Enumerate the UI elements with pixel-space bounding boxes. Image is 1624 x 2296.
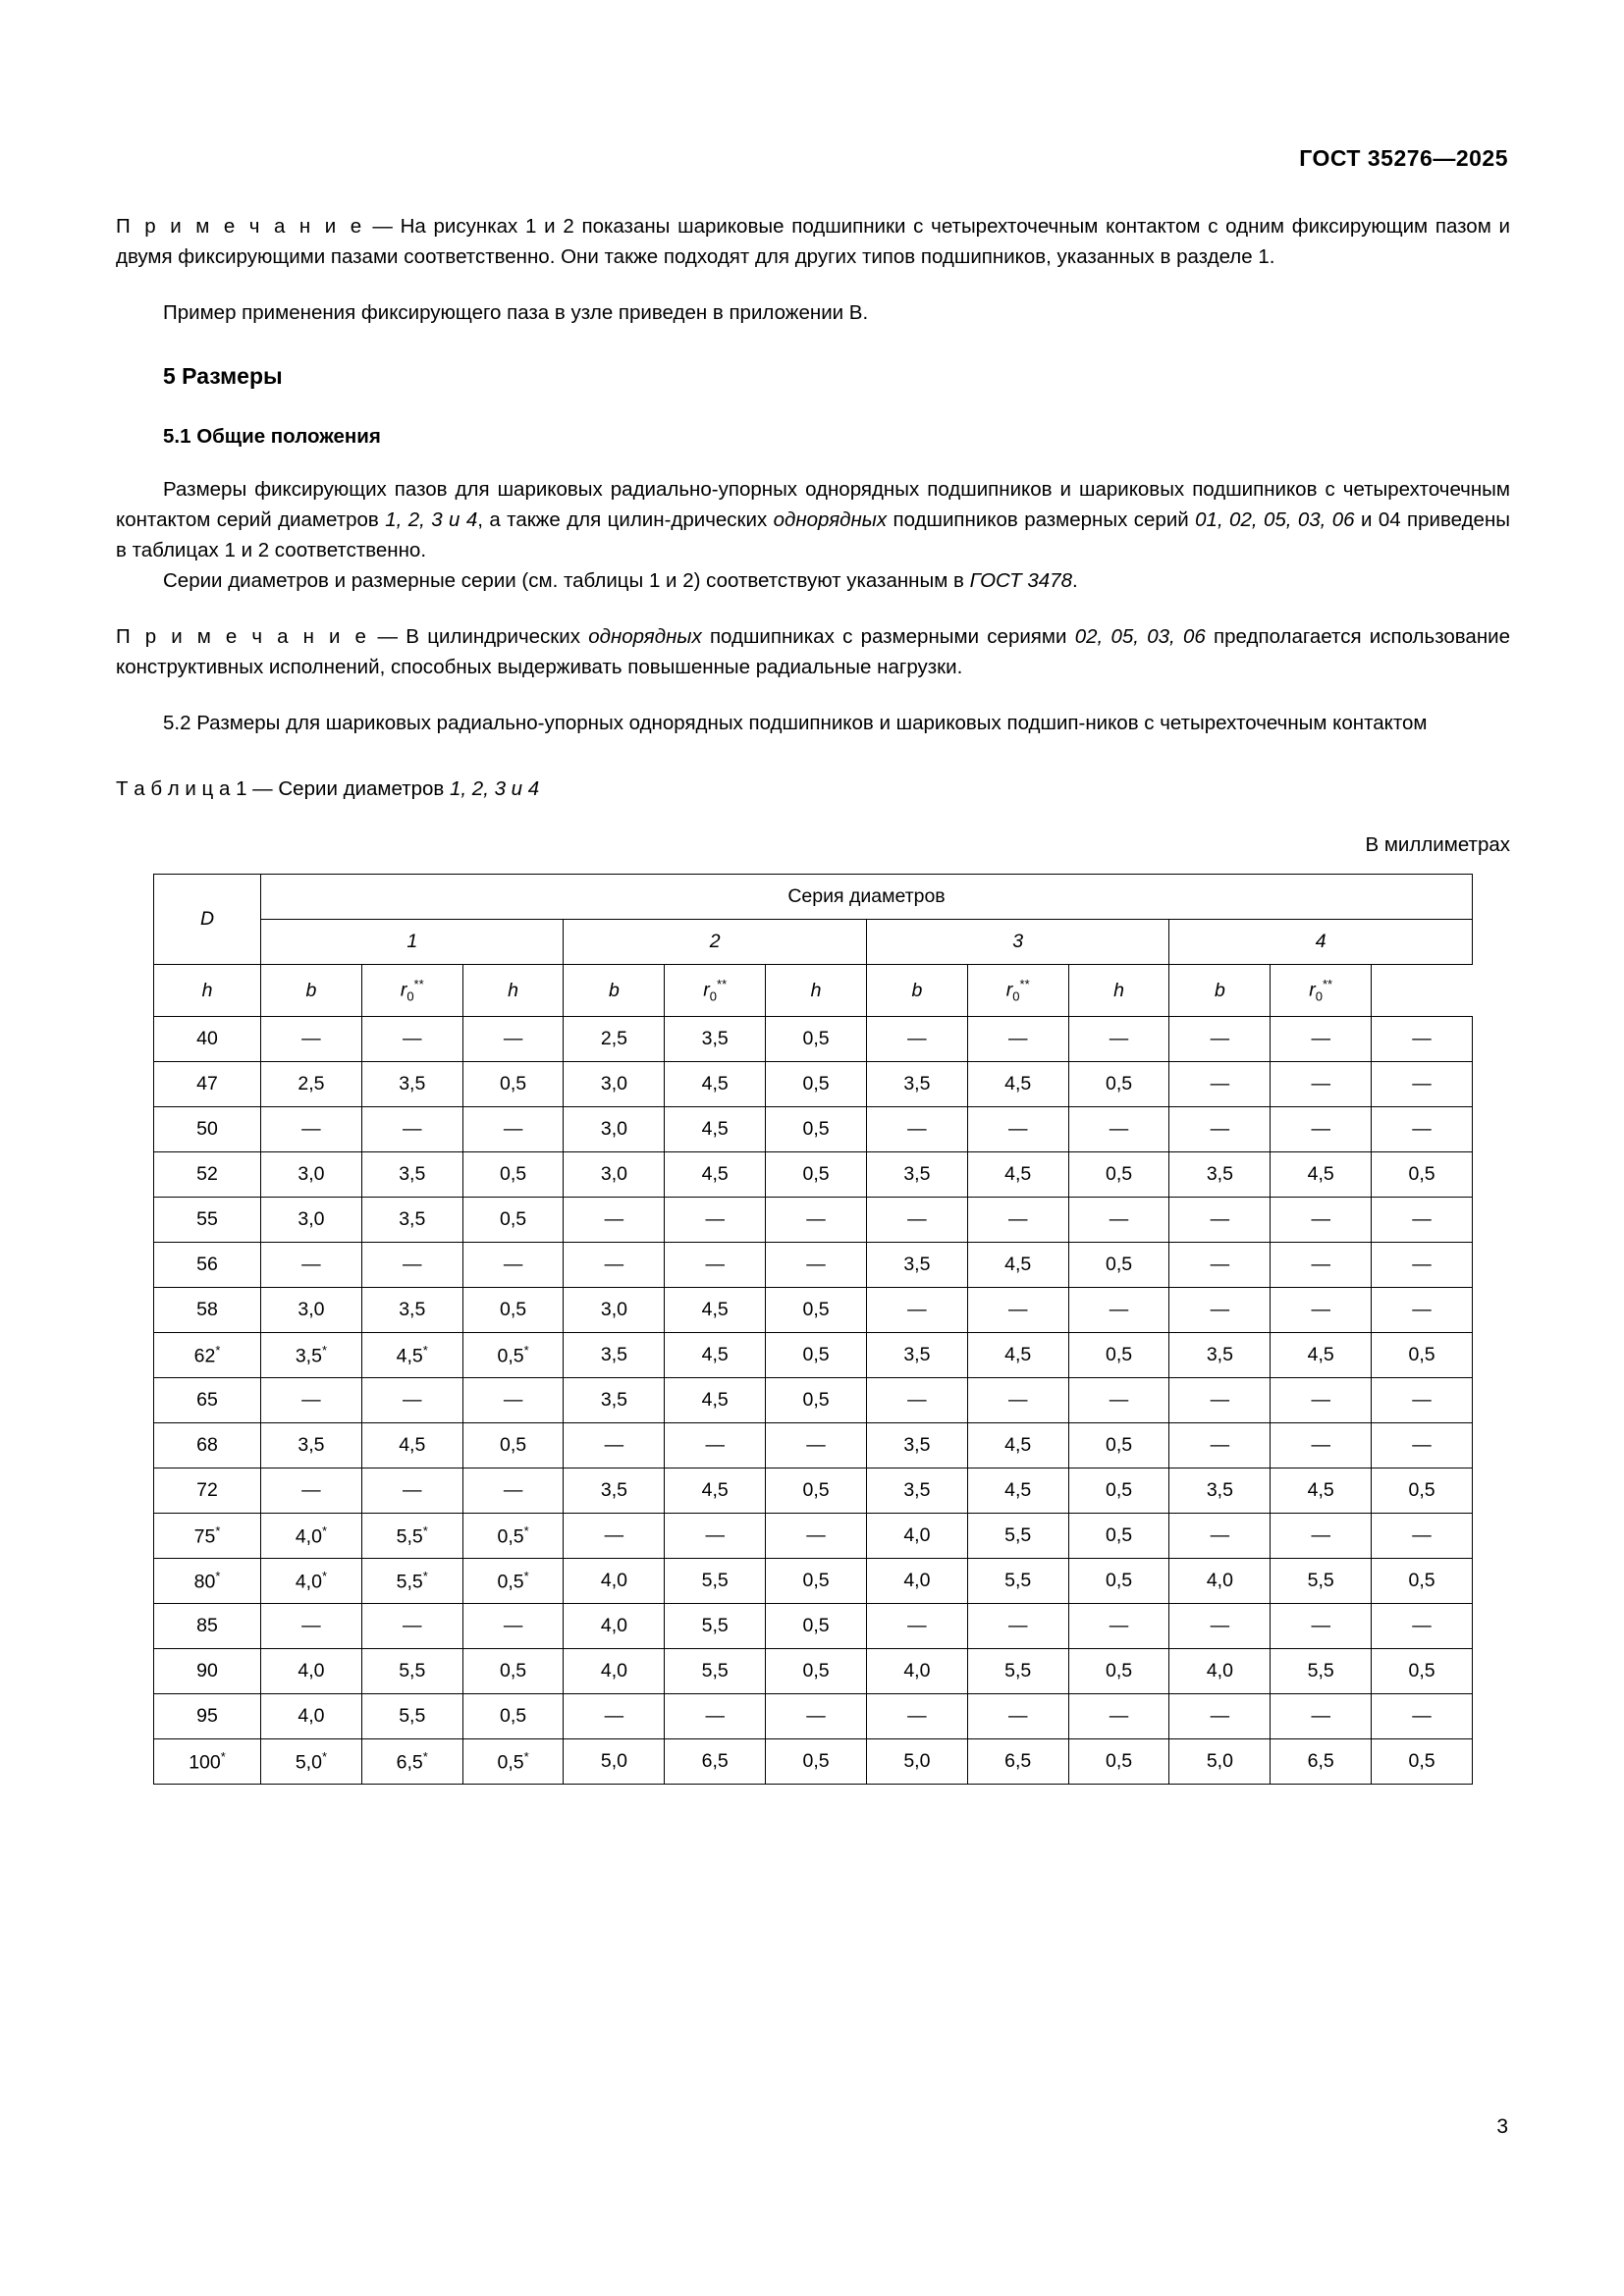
note-text-1: — На рисунках 1 и 2 показаны шариковые подшипники с четырехточечным контактом с одним фиксирующим пазом и двумя фиксирующими пазами соответственно. Они также подходят для других типов подшипников, указанных в разделе 1. <box>116 215 1510 268</box>
cell-value: 4,5 <box>665 1107 766 1152</box>
cell-value: — <box>1169 1017 1271 1062</box>
cell-value: — <box>462 1243 564 1288</box>
cell-value: 0,5 <box>1068 1243 1169 1288</box>
note2-c: предполагается использование конструктивных исполнений, способных выдерживать повышенные радиальные нагрузки. <box>116 625 1510 678</box>
cell-value: 3,5 <box>665 1017 766 1062</box>
cell-value: — <box>866 1107 967 1152</box>
cell-value: — <box>766 1243 867 1288</box>
paragraph-5-2: 5.2 Размеры для шариковых радиально-упорных однорядных подшипников и шариковых подшип-ников с четырехточечным контактом <box>163 712 1428 734</box>
cell-value: — <box>261 1107 362 1152</box>
cell-value: 4,5 <box>967 1152 1068 1198</box>
cell-value: 0,5 <box>462 1198 564 1243</box>
cell-d: 47 <box>154 1062 261 1107</box>
table-row <box>154 1468 1473 1514</box>
note2-i1: однорядных <box>588 625 702 648</box>
cell-d: 72 <box>154 1468 261 1514</box>
cell-value: — <box>866 1198 967 1243</box>
cell-value: 5,5 <box>665 1604 766 1649</box>
cell-value: — <box>766 1423 867 1468</box>
cell-value: — <box>766 1198 867 1243</box>
cell-value: — <box>361 1378 462 1423</box>
table-row <box>154 1017 1473 1062</box>
cell-value: 4,0 <box>261 1649 362 1694</box>
page-content <box>116 211 1510 1785</box>
header-series-4: 4 <box>1169 920 1473 965</box>
cell-value: 5,5 <box>361 1649 462 1694</box>
para-512-b: . <box>1072 569 1078 592</box>
cell-value: 0,5 <box>1068 1649 1169 1694</box>
table-row <box>154 1739 1473 1785</box>
cell-value: — <box>261 1378 362 1423</box>
cell-value: 0,5 <box>766 1152 867 1198</box>
table-caption-label: Т а б л и ц а 1 — Серии диаметров <box>116 777 450 800</box>
cell-value: 4,5 <box>967 1333 1068 1378</box>
cell-value: 5,5 <box>967 1514 1068 1559</box>
paragraph-5-1-2 <box>116 565 1510 596</box>
cell-value: — <box>1271 1017 1372 1062</box>
cell-value: 0,5 <box>1372 1152 1473 1198</box>
table-caption <box>116 774 1510 804</box>
cell-value: — <box>1169 1243 1271 1288</box>
cell-value: 4,5 <box>665 1378 766 1423</box>
cell-value: 0,5* <box>462 1559 564 1604</box>
header-b-3: b <box>866 965 967 1017</box>
cell-value: — <box>1372 1107 1473 1152</box>
cell-value: 3,5 <box>866 1468 967 1514</box>
cell-value: 0,5 <box>1372 1739 1473 1785</box>
cell-d: 75* <box>154 1514 261 1559</box>
note-paragraph-1 <box>116 211 1510 272</box>
cell-value: 5,5 <box>1271 1559 1372 1604</box>
cell-value: — <box>1169 1694 1271 1739</box>
cell-value: 4,5 <box>1271 1333 1372 1378</box>
cell-value: 0,5 <box>766 1604 867 1649</box>
para-511-a: Размеры фиксирующих пазов для шариковых радиально-упорных однорядных подшипников и шариковых подшипников с четырехточечным контактом серий диаметров <box>116 478 1510 531</box>
cell-value: 5,5 <box>967 1559 1068 1604</box>
cell-value: — <box>1169 1107 1271 1152</box>
cell-value: — <box>1372 1514 1473 1559</box>
cell-value: 4,0 <box>564 1559 665 1604</box>
cell-value: 0,5 <box>462 1152 564 1198</box>
cell-value: — <box>766 1694 867 1739</box>
cell-value: — <box>1068 1288 1169 1333</box>
cell-value: — <box>1169 1378 1271 1423</box>
cell-value: 0,5 <box>462 1694 564 1739</box>
cell-value: 5,0* <box>261 1739 362 1785</box>
cell-value: 3,5 <box>564 1333 665 1378</box>
cell-value: — <box>564 1514 665 1559</box>
header-b-2: b <box>564 965 665 1017</box>
cell-d: 95 <box>154 1694 261 1739</box>
cell-value: 4,5 <box>665 1333 766 1378</box>
cell-value: 6,5* <box>361 1739 462 1785</box>
paragraph-example: Пример применения фиксирующего паза в узле приведен в приложении В. <box>163 301 869 324</box>
cell-value: 3,5 <box>866 1062 967 1107</box>
page-header: ГОСТ 35276—2025 <box>1299 145 1508 171</box>
cell-value: 4,0* <box>261 1514 362 1559</box>
cell-value: 6,5 <box>967 1739 1068 1785</box>
cell-value: — <box>1169 1604 1271 1649</box>
cell-d: 56 <box>154 1243 261 1288</box>
cell-value: 0,5 <box>1068 1739 1169 1785</box>
cell-value: — <box>462 1604 564 1649</box>
cell-value: 4,5 <box>967 1062 1068 1107</box>
cell-value: 0,5 <box>1068 1423 1169 1468</box>
cell-value: 3,5 <box>866 1333 967 1378</box>
para-511-i3: 01, 02, 05, 03, 06 <box>1195 508 1355 531</box>
cell-d: 100* <box>154 1739 261 1785</box>
table-row <box>154 1604 1473 1649</box>
cell-value: — <box>1372 1288 1473 1333</box>
cell-value: 4,0 <box>564 1604 665 1649</box>
table-caption-italic: 1, 2, 3 и 4 <box>450 777 540 800</box>
table-row <box>154 1107 1473 1152</box>
cell-value: 0,5 <box>1068 1514 1169 1559</box>
cell-value: — <box>1372 1062 1473 1107</box>
cell-value: 4,0 <box>564 1649 665 1694</box>
cell-value: 0,5* <box>462 1739 564 1785</box>
cell-value: 4,5 <box>665 1062 766 1107</box>
cell-value: 0,5 <box>462 1423 564 1468</box>
cell-value: 4,5 <box>1271 1152 1372 1198</box>
cell-value: — <box>967 1378 1068 1423</box>
table-row <box>154 1694 1473 1739</box>
cell-value: — <box>665 1694 766 1739</box>
table-body <box>154 1017 1473 1785</box>
cell-value: 0,5 <box>766 1288 867 1333</box>
cell-value: 6,5 <box>1271 1739 1372 1785</box>
cell-value: 0,5 <box>1372 1559 1473 1604</box>
cell-value: — <box>261 1243 362 1288</box>
cell-value: 4,5 <box>967 1423 1068 1468</box>
cell-value: — <box>361 1604 462 1649</box>
cell-value: 4,5 <box>665 1152 766 1198</box>
cell-value: 2,5 <box>261 1062 362 1107</box>
cell-value: 5,5* <box>361 1559 462 1604</box>
table-head <box>154 875 1473 1017</box>
cell-value: — <box>1169 1423 1271 1468</box>
cell-value: 3,5 <box>564 1378 665 1423</box>
cell-value: 3,5 <box>261 1423 362 1468</box>
cell-value: — <box>1271 1604 1372 1649</box>
cell-value: 5,5 <box>665 1649 766 1694</box>
cell-d: 80* <box>154 1559 261 1604</box>
cell-value: 0,5 <box>766 1468 867 1514</box>
cell-value: — <box>665 1514 766 1559</box>
para-511-i2: однорядных <box>773 508 888 531</box>
cell-value: 3,0 <box>564 1062 665 1107</box>
cell-value: — <box>361 1468 462 1514</box>
header-series-3: 3 <box>866 920 1168 965</box>
cell-value: — <box>665 1243 766 1288</box>
cell-value: — <box>1372 1423 1473 1468</box>
cell-value: 3,5 <box>1169 1468 1271 1514</box>
cell-value: — <box>564 1694 665 1739</box>
cell-value: 3,0 <box>564 1288 665 1333</box>
header-series-1: 1 <box>261 920 564 965</box>
cell-value: — <box>1372 1694 1473 1739</box>
cell-value: — <box>866 1604 967 1649</box>
cell-value: 0,5 <box>766 1062 867 1107</box>
header-d: D <box>154 875 261 965</box>
cell-value: — <box>1271 1107 1372 1152</box>
header-h-4: h <box>1068 965 1169 1017</box>
cell-value: 4,0* <box>261 1559 362 1604</box>
para-512-a: Серии диаметров и размерные серии (см. таблицы 1 и 2) соответствуют указанным в <box>163 569 970 592</box>
table-row <box>154 1423 1473 1468</box>
cell-value: — <box>1271 1062 1372 1107</box>
table-row <box>154 1649 1473 1694</box>
header-series-2: 2 <box>564 920 866 965</box>
note-paragraph-2 <box>116 621 1510 682</box>
cell-value: 4,5 <box>665 1288 766 1333</box>
cell-value: — <box>766 1514 867 1559</box>
cell-value: 0,5 <box>766 1107 867 1152</box>
cell-value: — <box>1169 1062 1271 1107</box>
cell-value: 4,5 <box>361 1423 462 1468</box>
cell-value: — <box>866 1378 967 1423</box>
cell-value: — <box>1372 1378 1473 1423</box>
paragraph-5-1-1 <box>116 474 1510 565</box>
table-header-row-2 <box>154 920 1473 965</box>
cell-value: 0,5* <box>462 1514 564 1559</box>
para-511-i1: 1, 2, 3 и 4 <box>385 508 478 531</box>
cell-value: 0,5 <box>766 1378 867 1423</box>
cell-value: 4,0 <box>866 1559 967 1604</box>
cell-value: — <box>967 1288 1068 1333</box>
units-note: В миллиметрах <box>1365 833 1510 856</box>
cell-value: — <box>1372 1243 1473 1288</box>
cell-value: 5,5 <box>967 1649 1068 1694</box>
cell-value: 6,5 <box>665 1739 766 1785</box>
cell-value: 0,5 <box>1372 1333 1473 1378</box>
cell-d: 85 <box>154 1604 261 1649</box>
header-r0-4: $r_0^{**}$ <box>1271 965 1372 1017</box>
header-h-2: h <box>462 965 564 1017</box>
cell-value: — <box>1372 1604 1473 1649</box>
cell-value: 3,0 <box>261 1288 362 1333</box>
cell-value: 0,5 <box>1068 1333 1169 1378</box>
cell-value: 4,5 <box>1271 1468 1372 1514</box>
cell-value: 4,0 <box>866 1514 967 1559</box>
cell-value: — <box>1068 1017 1169 1062</box>
cell-value: 4,0 <box>1169 1559 1271 1604</box>
note-label-1: П р и м е ч а н и е <box>116 215 365 238</box>
section-5-1-heading: 5.1 Общие положения <box>163 425 381 448</box>
header-b-1: b <box>261 965 362 1017</box>
table-header-row-1 <box>154 875 1473 920</box>
cell-value: — <box>1271 1514 1372 1559</box>
cell-value: — <box>967 1198 1068 1243</box>
cell-value: 3,0 <box>261 1198 362 1243</box>
table-row <box>154 1243 1473 1288</box>
cell-value: 5,5 <box>361 1694 462 1739</box>
cell-value: 4,0 <box>866 1649 967 1694</box>
cell-value: — <box>665 1423 766 1468</box>
table-row <box>154 1559 1473 1604</box>
cell-value: 5,5* <box>361 1514 462 1559</box>
cell-value: 0,5* <box>462 1333 564 1378</box>
header-h-1: h <box>154 965 261 1017</box>
cell-d: 58 <box>154 1288 261 1333</box>
table-row <box>154 1152 1473 1198</box>
cell-value: 0,5 <box>462 1062 564 1107</box>
cell-value: — <box>1068 1378 1169 1423</box>
para-511-c: подшипников размерных серий <box>887 508 1196 531</box>
cell-value: 3,5 <box>361 1062 462 1107</box>
cell-value: 3,5* <box>261 1333 362 1378</box>
cell-value: — <box>1068 1198 1169 1243</box>
cell-value: 3,5 <box>564 1468 665 1514</box>
cell-value: 3,5 <box>866 1423 967 1468</box>
cell-value: — <box>1372 1198 1473 1243</box>
cell-value: — <box>361 1017 462 1062</box>
header-h-3: h <box>766 965 867 1017</box>
cell-value: 5,0 <box>866 1739 967 1785</box>
table-row <box>154 1288 1473 1333</box>
cell-value: — <box>564 1423 665 1468</box>
cell-value: 3,0 <box>564 1107 665 1152</box>
cell-value: 0,5 <box>766 1017 867 1062</box>
cell-value: 0,5 <box>766 1333 867 1378</box>
cell-value: 0,5 <box>766 1649 867 1694</box>
cell-value: — <box>1068 1107 1169 1152</box>
cell-value: — <box>967 1694 1068 1739</box>
cell-d: 55 <box>154 1198 261 1243</box>
cell-value: — <box>1068 1604 1169 1649</box>
dimensions-table <box>153 874 1473 1785</box>
cell-value: 4,5 <box>967 1468 1068 1514</box>
header-r0-1: $r_0^{**}$ <box>361 965 462 1017</box>
cell-value: 3,5 <box>1169 1152 1271 1198</box>
cell-value: — <box>462 1017 564 1062</box>
cell-value: 0,5 <box>766 1739 867 1785</box>
cell-value: — <box>261 1468 362 1514</box>
header-b-4: b <box>1169 965 1271 1017</box>
cell-d: 65 <box>154 1378 261 1423</box>
table-row <box>154 1198 1473 1243</box>
cell-value: 2,5 <box>564 1017 665 1062</box>
cell-value: — <box>866 1694 967 1739</box>
header-r0-2: $r_0^{**}$ <box>665 965 766 1017</box>
table-row <box>154 1333 1473 1378</box>
cell-value: 0,5 <box>1068 1468 1169 1514</box>
cell-value: — <box>564 1198 665 1243</box>
cell-value: — <box>261 1017 362 1062</box>
cell-value: 3,5 <box>361 1288 462 1333</box>
cell-value: 3,5 <box>1169 1333 1271 1378</box>
cell-value: 3,5 <box>361 1152 462 1198</box>
cell-value: 0,5 <box>1068 1152 1169 1198</box>
cell-d: 52 <box>154 1152 261 1198</box>
section-5-heading: 5 Размеры <box>163 363 283 389</box>
cell-value: 3,5 <box>866 1152 967 1198</box>
note2-a: — В цилиндрических <box>369 625 589 648</box>
cell-value: — <box>967 1107 1068 1152</box>
cell-value: 5,5 <box>665 1559 766 1604</box>
cell-d: 40 <box>154 1017 261 1062</box>
table-row <box>154 1514 1473 1559</box>
cell-value: 0,5 <box>1372 1649 1473 1694</box>
cell-value: — <box>1271 1243 1372 1288</box>
cell-value: — <box>361 1243 462 1288</box>
cell-value: 0,5 <box>1068 1559 1169 1604</box>
cell-d: 68 <box>154 1423 261 1468</box>
table-row <box>154 1378 1473 1423</box>
note2-b: подшипниках с размерными сериями <box>701 625 1075 648</box>
cell-value: — <box>967 1017 1068 1062</box>
cell-value: 5,0 <box>1169 1739 1271 1785</box>
cell-d: 62* <box>154 1333 261 1378</box>
cell-value: — <box>866 1017 967 1062</box>
cell-d: 50 <box>154 1107 261 1152</box>
cell-value: — <box>866 1288 967 1333</box>
cell-value: — <box>462 1107 564 1152</box>
cell-value: 4,0 <box>261 1694 362 1739</box>
cell-value: 5,5 <box>1271 1649 1372 1694</box>
cell-value: — <box>1271 1288 1372 1333</box>
page-number: 3 <box>1496 2115 1508 2138</box>
cell-value: — <box>1271 1423 1372 1468</box>
cell-value: — <box>462 1378 564 1423</box>
cell-value: 3,5 <box>361 1198 462 1243</box>
cell-value: — <box>1271 1694 1372 1739</box>
cell-value: — <box>967 1604 1068 1649</box>
cell-value: — <box>1372 1017 1473 1062</box>
cell-value: — <box>1169 1198 1271 1243</box>
note-label-2: П р и м е ч а н и е <box>116 625 370 648</box>
cell-value: 0,5 <box>1068 1062 1169 1107</box>
para-511-b: , а также для цилин-дрических <box>477 508 774 531</box>
cell-value: — <box>1271 1378 1372 1423</box>
cell-value: 5,0 <box>564 1739 665 1785</box>
cell-value: — <box>462 1468 564 1514</box>
table-row <box>154 1062 1473 1107</box>
table-header-row-3 <box>154 965 1473 1017</box>
cell-value: — <box>1068 1694 1169 1739</box>
cell-value: — <box>1169 1288 1271 1333</box>
cell-value: 3,0 <box>261 1152 362 1198</box>
cell-value: — <box>261 1604 362 1649</box>
cell-value: 4,5 <box>665 1468 766 1514</box>
cell-value: 0,5 <box>766 1559 867 1604</box>
header-series-group: Серия диаметров <box>261 875 1473 920</box>
cell-value: — <box>1169 1514 1271 1559</box>
para-511-d: и 04 приведены в таблицах 1 и 2 соответственно. <box>116 508 1511 561</box>
header-r0-3: $r_0^{**}$ <box>967 965 1068 1017</box>
cell-d: 90 <box>154 1649 261 1694</box>
cell-value: — <box>1271 1198 1372 1243</box>
cell-value: — <box>361 1107 462 1152</box>
cell-value: 3,5 <box>866 1243 967 1288</box>
cell-value: — <box>564 1243 665 1288</box>
cell-value: 3,0 <box>564 1152 665 1198</box>
cell-value: 4,5* <box>361 1333 462 1378</box>
cell-value: 0,5 <box>462 1288 564 1333</box>
note2-i2: 02, 05, 03, 06 <box>1074 625 1206 648</box>
cell-value: 0,5 <box>1372 1468 1473 1514</box>
cell-value: — <box>665 1198 766 1243</box>
para-512-i: ГОСТ 3478 <box>969 569 1072 592</box>
cell-value: 4,5 <box>967 1243 1068 1288</box>
cell-value: 4,0 <box>1169 1649 1271 1694</box>
cell-value: 0,5 <box>462 1649 564 1694</box>
